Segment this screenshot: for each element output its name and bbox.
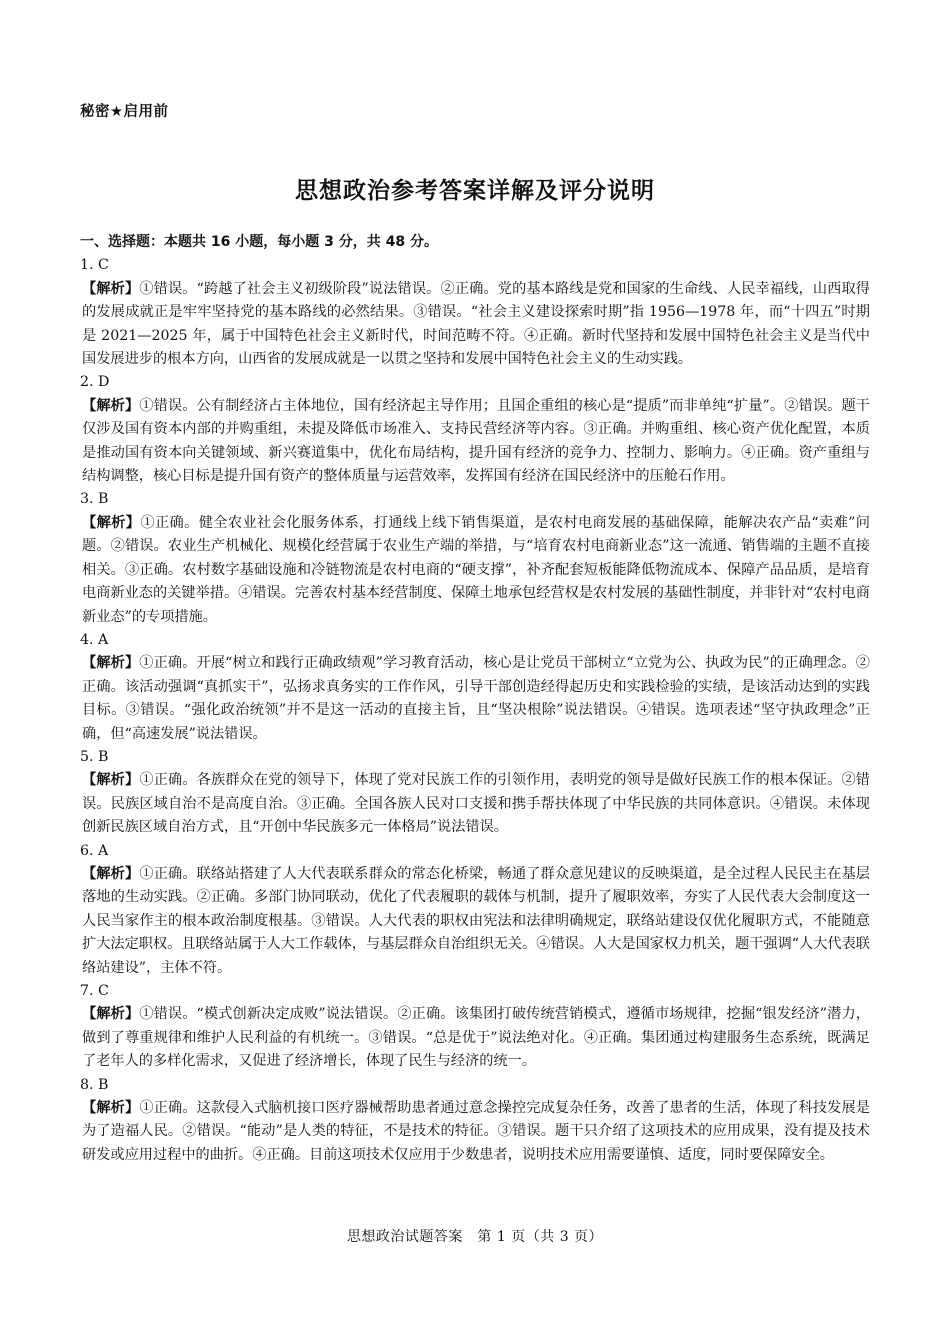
answer-content bbox=[80, 231, 870, 1167]
explanation bbox=[82, 395, 870, 489]
explanation-text: ①正确。各族群众在党的领导下，体现了党对民族工作的引领作用，表明党的领导是做好民族工作的根本保证。②错误。民族区域自治不是高度自治。③正确。全国各族人民对口支援和携手帮扶体现了中华民族的共同体意识。④错误。未体现创新民族区域自治方式，且“开创中华民族多元一体格局”说法错误。 bbox=[82, 772, 870, 836]
explanation bbox=[82, 278, 870, 372]
question-number: 5. B bbox=[80, 748, 109, 765]
explanation-text: ①错误。“跨越了社会主义初级阶段”说法错误。②正确。党的基本路线是党和国家的生命线、人民幸福线，山西取得的发展成就正是牢牢坚持党的基本路线的必然结果。③错误。“社会主义建设探索时期”指 1956—1978 年，而“十四五”时期是 2021—2025 年，属于中国特色社会主义新时代，时间范畴不符。④正确。新时代坚持和发展中国特色社会主义是当代中国发展进步的根本方向，山西省的发展成就是一以贯之坚持和发展中国特色社会主义的生动实践。 bbox=[82, 280, 870, 368]
explanation-text: ①正确。这款侵入式脑机接口医疗器械帮助患者通过意念操控完成复杂任务，改善了患者的生活，体现了科技发展是为了造福人民。②错误。“能动”是人类的特征，不是技术的特征。③错误。题干只介绍了这项技术的应用成果，没有提及技术研发或应用过程中的曲折。④正确。目前这项技术仅应用于少数患者，说明技术应用需要谨慎、适度，同时要保障安全。 bbox=[82, 1100, 870, 1163]
explanation-label: 【解析】 bbox=[82, 1006, 140, 1023]
question-number: 7. C bbox=[80, 983, 109, 999]
explanation-label: 【解析】 bbox=[82, 1100, 140, 1117]
explanation-text: ①错误。“模式创新决定成败”说法错误。②正确。该集团打破传统营销模式，遵循市场规律，挖掘“银发经济”潜力，做到了尊重规律和维护人民利益的有机统一。③错误。“总是优于”说法绝对化。④正确。集团通过构建服务生态系统，既满足了老年人的多样化需求，又促进了经济增长，体现了民生与经济的统一。 bbox=[82, 1006, 870, 1070]
explanation-text: ①正确。联络站搭建了人大代表联系群众的常态化桥梁，畅通了群众意见建议的反映渠道，是全过程人民民主在基层落地的生动实践。②正确。多部门协同联动，优化了代表履职的载体与机制，提升了履职效率，夯实了人民代表大会制度这一人民当家作主的根本政治制度根基。③错误。人大代表的职权由宪法和法律明确规定，联络站建设仅优化履职方式，不能随意扩大法定职权。且联络站属于人大工作载体，与基层群众自治组织无关。④错误。人大是国家权力机关，题干强调“人大代表联络站建设”，主体不符。 bbox=[82, 865, 870, 976]
explanation bbox=[82, 1097, 870, 1167]
explanation-label: 【解析】 bbox=[82, 280, 140, 297]
question-number: 1. C bbox=[80, 257, 109, 274]
section-heading: 一、选择题：本题共 16 小题，每小题 3 分，共 48 分。 bbox=[80, 234, 438, 250]
question-block bbox=[80, 746, 870, 840]
explanation-text: ①正确。健全农业社会化服务体系，打通线上线下销售渠道，是农村电商发展的基础保障，能解决农产品“卖难”问题。②错误。农业生产机械化、规模化经营属于农业生产端的举措，与“培育农村电商新业态”这一流通、销售端的主题不直接相关。③正确。农村数字基础设施和冷链物流是农村电商的“硬支撑”，补齐配套短板能降低物流成本、保障产品品质，是培育电商新业态的关键举措。④错误。完善农村基本经营制度、保障土地承包经营权是农村发展的基础性制度，并非针对“农村电商新业态”的专项措施。 bbox=[82, 514, 870, 625]
explanation-label: 【解析】 bbox=[82, 772, 140, 789]
confidentiality-label: 秘密★启用前 bbox=[80, 104, 169, 120]
explanation bbox=[82, 863, 870, 980]
page-title: 思想政治参考答案详解及评分说明 bbox=[295, 178, 655, 204]
question-number: 4. A bbox=[80, 631, 109, 648]
question-block bbox=[80, 840, 870, 980]
explanation bbox=[82, 652, 870, 746]
question-number: 8. B bbox=[80, 1076, 109, 1093]
explanation bbox=[82, 1003, 870, 1073]
question-number: 2. D bbox=[80, 374, 110, 391]
page-footer: 思想政治试题答案 第 1 页（共 3 页） bbox=[346, 1229, 604, 1245]
question-number: 3. B bbox=[80, 491, 109, 508]
explanation-label: 【解析】 bbox=[82, 865, 140, 882]
question-block bbox=[80, 254, 870, 371]
question-block bbox=[80, 980, 870, 1074]
explanation-label: 【解析】 bbox=[82, 655, 140, 672]
explanation bbox=[82, 769, 870, 839]
explanation bbox=[82, 512, 870, 629]
explanation-text: ①错误。公有制经济占主体地位，国有经济起主导作用；且国企重组的核心是“提质”而非单纯“扩量”。②错误。题干仅涉及国有资本内部的并购重组，未提及降低市场准入、支持民营经济等内容。③正确。并购重组、核心资产优化配置，本质是推动国有资本向关键领域、新兴赛道集中，优化布局结构，提升国有经济的竞争力、控制力、影响力。④正确。资产重组与结构调整，核心目标是提升国有资产的整体质量与运营效率，发挥国有经济在国民经济中的压舱石作用。 bbox=[82, 397, 870, 485]
explanation-label: 【解析】 bbox=[82, 397, 140, 414]
question-block bbox=[80, 629, 870, 746]
explanation-text: ①正确。开展“树立和践行正确政绩观”学习教育活动，核心是让党员干部树立“立党为公、执政为民”的正确理念。②正确。该活动强调“真抓实干”，弘扬求真务实的工作作风，引导干部创造经得起历史和实践检验的实绩，是该活动达到的实践目标。③错误。“强化政治统领”并不是这一活动的直接主旨，且“坚决根除”说法错误。④错误。选项表述“坚守执政理念”正确，但“高速发展”说法错误。 bbox=[82, 655, 870, 742]
question-block bbox=[80, 1074, 870, 1168]
question-block bbox=[80, 371, 870, 488]
explanation-label: 【解析】 bbox=[82, 514, 141, 531]
question-number: 6. A bbox=[80, 842, 109, 859]
question-block bbox=[80, 488, 870, 628]
